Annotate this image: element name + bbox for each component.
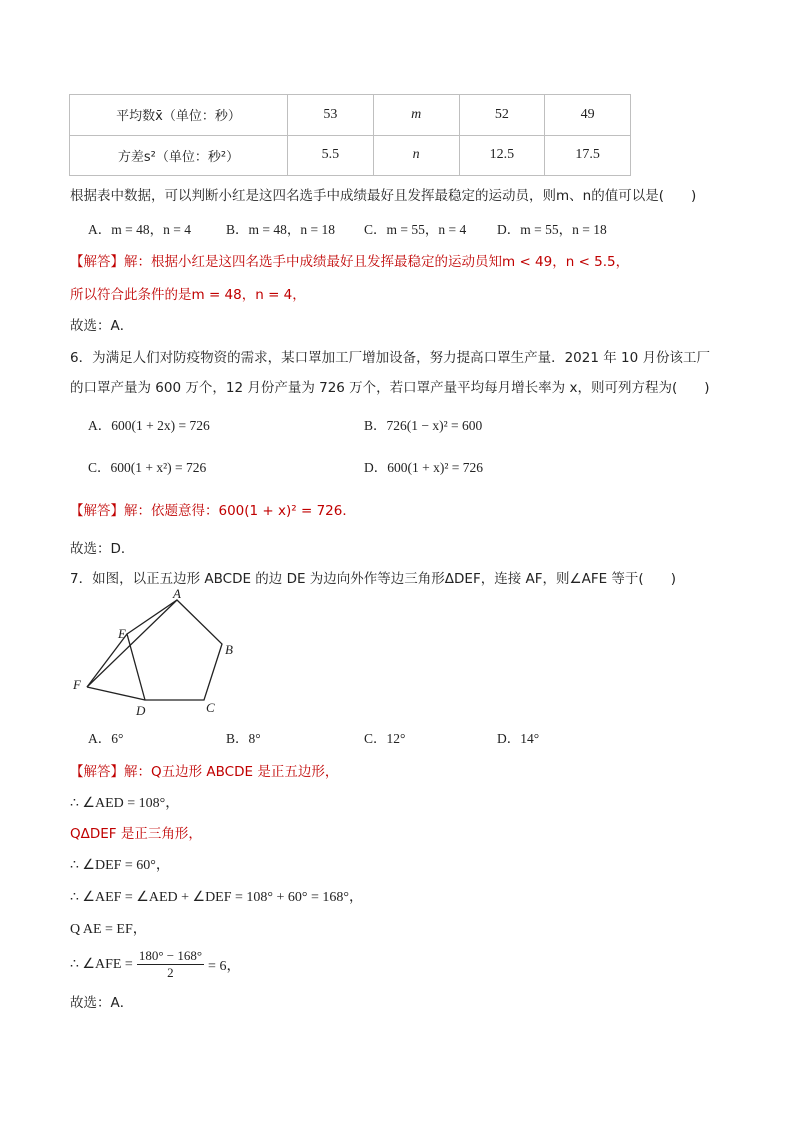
fraction-prefix: ∴ ∠AFE = — [70, 957, 133, 972]
row-header-mean: 平均数x̄（单位：秒） — [70, 95, 288, 136]
table-cell: 5.5 — [288, 135, 374, 176]
table-cell: 17.5 — [545, 135, 631, 176]
table-cell: m — [373, 95, 459, 136]
q5-option-b: B．m = 48，n = 18 — [226, 222, 335, 237]
segment-fd — [87, 687, 145, 700]
segment-ef — [87, 634, 127, 687]
stats-table — [69, 94, 631, 176]
q7-option-d: D．14° — [497, 731, 540, 746]
vertex-label-b: B — [225, 642, 233, 657]
answer-tag: 【解答】 — [70, 254, 124, 270]
q7-answer-line3: QΔDEF 是正三角形， — [70, 826, 202, 842]
fraction-denominator: 2 — [167, 965, 174, 980]
vertex-label-c: C — [206, 700, 215, 715]
pentagon-abcde — [127, 600, 222, 700]
vertex-label-f: F — [73, 677, 81, 692]
fraction-numerator: 180° − 168° — [138, 948, 203, 963]
q5-question: 根据表中数据，可以判断小红是这四名选手中成绩最好且发挥最稳定的运动员，则m、n的值可以是( ) — [70, 188, 697, 204]
table-cell: 49 — [545, 95, 631, 136]
q7-answer-line6: Q AE = EF， — [70, 922, 147, 937]
q5-answer-line1 — [70, 250, 629, 270]
answer-text: 解：依题意得：600(1 + x)² = 726． — [124, 503, 356, 519]
q7-answer-line4: ∴ ∠DEF = 60°， — [70, 858, 170, 873]
q6-option-d: D．600(1 + x)² = 726 — [364, 460, 484, 475]
q7-answer-line5: ∴ ∠AEF = ∠AED + ∠DEF = 108° + 60° = 168°， — [70, 890, 364, 905]
fraction-suffix: = 6， — [208, 958, 241, 974]
q7-choice: 故选：A． — [70, 995, 134, 1011]
q6-answer — [70, 499, 356, 519]
q7-answer-line2: ∴ ∠AED = 108°， — [70, 796, 180, 811]
q6-choice: 故选：D． — [70, 541, 135, 557]
q7-fraction-line — [70, 948, 240, 981]
q6-line1: 6．为满足人们对防疫物资的需求，某口罩加工厂增加设备，努力提高口罩生产量．2021 年 10 月份该工厂 — [70, 350, 710, 366]
table-row — [70, 95, 631, 136]
table-row — [70, 135, 631, 176]
table-cell: n — [373, 135, 459, 176]
q7-question: 7．如图，以正五边形 ABCDE 的边 DE 为边向外作等边三角形ΔDEF，连接 AF，则∠AFE 等于( ) — [70, 571, 676, 587]
q6-option-c: C．600(1 + x²) = 726 — [88, 460, 207, 475]
q6-option-b: B．726(1 − x)² = 600 — [364, 418, 483, 433]
row-header-variance: 方差s²（单位：秒²） — [70, 135, 288, 176]
answer-text: 解：Q五边形 ABCDE 是正五边形， — [124, 764, 339, 780]
segment-af — [87, 600, 177, 687]
q5-choice: 故选：A． — [70, 318, 134, 334]
q6-option-a: A．600(1 + 2x) = 726 — [88, 418, 210, 433]
vertex-label-a: A — [173, 588, 181, 601]
pentagon-diagram — [70, 588, 250, 718]
answer-tag: 【解答】 — [70, 503, 124, 519]
q7-option-c: C．12° — [364, 731, 406, 746]
fraction — [137, 948, 204, 981]
q5-option-a: A．m = 48，n = 4 — [88, 222, 191, 237]
q6-line2: 的口罩产量为 600 万个，12 月份产量为 726 万个，若口罩产量平均每月增长率为 x，则可列方程为( ) — [70, 380, 710, 396]
table-cell: 52 — [459, 95, 545, 136]
vertex-label-e: E — [118, 626, 126, 641]
q5-option-d: D．m = 55，n = 18 — [497, 222, 607, 237]
vertex-label-d: D — [136, 703, 146, 718]
table-cell: 53 — [288, 95, 374, 136]
q5-answer-line2: 所以符合此条件的是m = 48，n = 4， — [70, 287, 306, 303]
q7-option-a: A．6° — [88, 731, 124, 746]
q7-option-b: B．8° — [226, 731, 261, 746]
q7-answer-line1 — [70, 760, 338, 780]
q5-option-c: C．m = 55，n = 4 — [364, 222, 467, 237]
answer-tag: 【解答】 — [70, 764, 124, 780]
table-cell: 12.5 — [459, 135, 545, 176]
answer-text: 解：根据小红是这四名选手中成绩最好且发挥最稳定的运动员知m < 49，n < 5.5， — [124, 254, 630, 270]
